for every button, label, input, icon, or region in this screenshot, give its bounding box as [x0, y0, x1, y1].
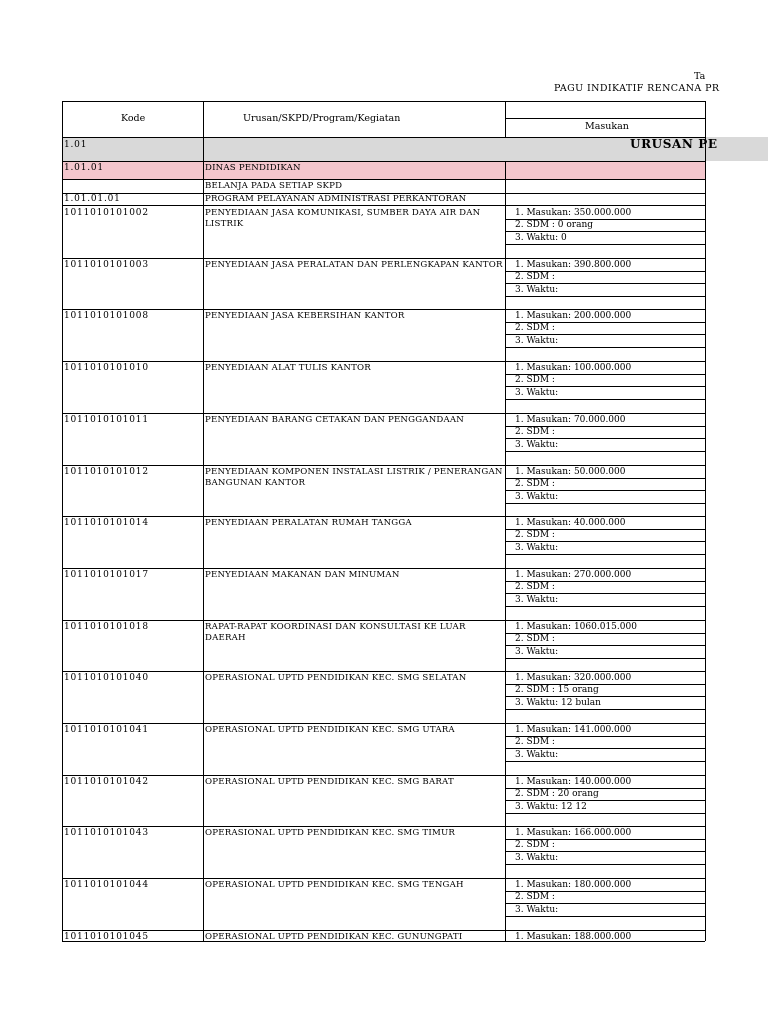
grid-line-sub-c-4 [505, 451, 705, 452]
row-masukan-4: 1. Masukan: 70.000.000 [515, 415, 626, 425]
grid-line-sub-b-5 [505, 490, 705, 491]
grid-line-row-13 [62, 878, 705, 879]
belanja-label: BELANJA PADA SETIAP SKPD [205, 181, 343, 191]
row-kegiatan-10: OPERASIONAL UPTD PENDIDIKAN KEC. SMG UTARA [205, 725, 455, 735]
grid-line-row-9 [62, 671, 705, 672]
grid-line-sub-c-2 [505, 347, 705, 348]
column-header-masukan: Masukan [585, 121, 629, 132]
row-kegiatan-9: OPERASIONAL UPTD PENDIDIKAN KEC. SMG SELATAN [205, 673, 467, 683]
row-masukan-9: 1. Masukan: 320.000.000 [515, 673, 632, 683]
row-kode-3: 1011010101010 [64, 363, 149, 373]
row-kode-13: 1011010101044 [64, 880, 149, 890]
grid-line-top [62, 101, 705, 102]
row-waktu-11: 3. Waktu: 12 12 [515, 802, 587, 812]
grid-line-right [705, 101, 706, 941]
row-waktu-2: 3. Waktu: [515, 336, 559, 346]
row-kegiatan-5: PENYEDIAAN KOMPONEN INSTALASI LISTRIK / PENERANGAN BANGUNAN KANTOR [205, 467, 503, 488]
grid-line-row-7 [62, 568, 705, 569]
grid-line-sub-b-12 [505, 851, 705, 852]
urusan-kode: 1.01 [64, 140, 88, 150]
grid-line-col2 [505, 161, 506, 941]
program-label: PROGRAM PELAYANAN ADMINISTRASI PERKANTORAN [205, 194, 467, 204]
program-kode: 1.01.01.01 [64, 194, 121, 204]
row-waktu-9: 3. Waktu: 12 bulan [515, 698, 601, 708]
row-sdm-5: 2. SDM : [515, 479, 555, 489]
row-kegiatan-8: RAPAT-RAPAT KOORDINASI DAN KONSULTASI KE LUAR DAERAH [205, 622, 466, 643]
grid-line-sub-c-12 [505, 864, 705, 865]
report-title-line-2: PAGU INDIKATIF RENCANA PR [554, 83, 720, 94]
row-kegiatan-2: PENYEDIAAN JASA KEBERSIHAN KANTOR [205, 311, 405, 321]
row-waktu-0: 3. Waktu: 0 [515, 233, 567, 243]
row-waktu-5: 3. Waktu: [515, 492, 559, 502]
grid-line-sub-c-6 [505, 554, 705, 555]
grid-line-row-14 [62, 930, 705, 931]
grid-line-sub-b-9 [505, 696, 705, 697]
grid-line-sub-b-7 [505, 593, 705, 594]
row-masukan-7: 1. Masukan: 270.000.000 [515, 570, 632, 580]
skpd-label: DINAS PENDIDIKAN [205, 163, 301, 173]
grid-line-header-bottom [62, 137, 705, 138]
grid-line-skpd-bottom [62, 179, 705, 180]
row-kegiatan-13: OPERASIONAL UPTD PENDIDIKAN KEC. SMG TENGAH [205, 880, 464, 890]
grid-line-row-10 [62, 723, 705, 724]
grid-line-sub-c-1 [505, 296, 705, 297]
row-masukan-11: 1. Masukan: 140.000.000 [515, 777, 632, 787]
row-kode-14: 1011010101045 [64, 932, 149, 942]
grid-line-sub-c-5 [505, 503, 705, 504]
row-waktu-10: 3. Waktu: [515, 750, 559, 760]
row-kegiatan-0: PENYEDIAAN JASA KOMUNIKASI, SUMBER DAYA AIR DAN LISTRIK [205, 208, 481, 229]
row-masukan-13: 1. Masukan: 180.000.000 [515, 880, 632, 890]
row-kegiatan-6: PENYEDIAAN PERALATAN RUMAH TANGGA [205, 518, 412, 528]
row-kode-8: 1011010101018 [64, 622, 149, 632]
row-sdm-11: 2. SDM : 20 orang [515, 789, 599, 799]
row-waktu-7: 3. Waktu: [515, 595, 559, 605]
row-masukan-14: 1. Masukan: 188.000.000 [515, 932, 632, 942]
row-kegiatan-14: OPERASIONAL UPTD PENDIDIKAN KEC. GUNUNGPATI [205, 932, 463, 942]
row-sdm-6: 2. SDM : [515, 530, 555, 540]
row-sdm-0: 2. SDM : 0 orang [515, 220, 594, 230]
grid-line-sub-c-11 [505, 813, 705, 814]
grid-line-sub-c-3 [505, 399, 705, 400]
grid-line-left [62, 101, 63, 941]
row-waktu-13: 3. Waktu: [515, 905, 559, 915]
grid-line-col1 [203, 101, 204, 941]
row-masukan-8: 1. Masukan: 1060.015.000 [515, 622, 637, 632]
row-waktu-4: 3. Waktu: [515, 440, 559, 450]
grid-line-row-3 [62, 361, 705, 362]
row-kode-6: 1011010101014 [64, 518, 149, 528]
row-kegiatan-1: PENYEDIAAN JASA PERALATAN DAN PERLENGKAPAN KANTOR [205, 260, 503, 270]
grid-line-row-12 [62, 826, 705, 827]
row-waktu-3: 3. Waktu: [515, 388, 559, 398]
column-header-urusan: Urusan/SKPD/Program/Kegiatan [243, 113, 401, 124]
row-masukan-0: 1. Masukan: 350.000.000 [515, 208, 632, 218]
row-masukan-12: 1. Masukan: 166.000.000 [515, 828, 632, 838]
grid-line-program-bottom [62, 205, 705, 206]
grid-line-row-2 [62, 309, 705, 310]
grid-line-sub-c-8 [505, 658, 705, 659]
grid-line-sub-c-0 [505, 244, 705, 245]
row-sdm-7: 2. SDM : [515, 582, 555, 592]
row-kode-2: 1011010101008 [64, 311, 149, 321]
grid-line-sub-c-9 [505, 709, 705, 710]
grid-line-sub-c-7 [505, 606, 705, 607]
row-kode-0: 1011010101002 [64, 208, 149, 218]
row-sdm-9: 2. SDM : 15 orang [515, 685, 599, 695]
column-header-kode: Kode [121, 113, 146, 124]
grid-line-sub-b-1 [505, 283, 705, 284]
grid-line-row-1 [62, 258, 705, 259]
row-kode-11: 1011010101042 [64, 777, 149, 787]
row-waktu-8: 3. Waktu: [515, 647, 559, 657]
row-kode-5: 1011010101012 [64, 467, 149, 477]
grid-line-sub-b-3 [505, 386, 705, 387]
row-waktu-12: 3. Waktu: [515, 853, 559, 863]
row-kode-9: 1011010101040 [64, 673, 149, 683]
grid-line-sub-b-13 [505, 903, 705, 904]
row-masukan-5: 1. Masukan: 50.000.000 [515, 467, 626, 477]
row-masukan-10: 1. Masukan: 141.000.000 [515, 725, 632, 735]
grid-line-sub-c-13 [505, 916, 705, 917]
grid-line-sub-b-10 [505, 748, 705, 749]
urusan-row-fill [62, 138, 705, 161]
grid-line-sub-b-6 [505, 541, 705, 542]
grid-line-row-5 [62, 465, 705, 466]
row-masukan-6: 1. Masukan: 40.000.000 [515, 518, 626, 528]
row-sdm-13: 2. SDM : [515, 892, 555, 902]
skpd-kode: 1.01.01 [64, 163, 104, 173]
row-sdm-8: 2. SDM : [515, 634, 555, 644]
row-sdm-2: 2. SDM : [515, 323, 555, 333]
grid-line-sub-b-11 [505, 800, 705, 801]
row-sdm-3: 2. SDM : [515, 375, 555, 385]
row-kode-7: 1011010101017 [64, 570, 149, 580]
grid-line-sub-b-2 [505, 334, 705, 335]
urusan-label: URUSAN PE [630, 139, 718, 150]
report-title-line-1: Ta [694, 71, 706, 82]
row-masukan-3: 1. Masukan: 100.000.000 [515, 363, 632, 373]
row-kegiatan-4: PENYEDIAAN BARANG CETAKAN DAN PENGGANDAAN [205, 415, 465, 425]
row-kode-10: 1011010101041 [64, 725, 149, 735]
row-waktu-1: 3. Waktu: [515, 285, 559, 295]
row-kode-4: 1011010101011 [64, 415, 149, 425]
grid-line-urusan-bottom [62, 161, 705, 162]
grid-line-row-4 [62, 413, 705, 414]
grid-line-sub-b-4 [505, 438, 705, 439]
row-waktu-6: 3. Waktu: [515, 543, 559, 553]
grid-line-sub-b-8 [505, 645, 705, 646]
grid-line-header-split [505, 118, 705, 119]
grid-line-row-6 [62, 516, 705, 517]
row-kegiatan-11: OPERASIONAL UPTD PENDIDIKAN KEC. SMG BARAT [205, 777, 454, 787]
row-masukan-2: 1. Masukan: 200.000.000 [515, 311, 632, 321]
grid-line-row-8 [62, 620, 705, 621]
row-sdm-4: 2. SDM : [515, 427, 555, 437]
row-kegiatan-12: OPERASIONAL UPTD PENDIDIKAN KEC. SMG TIMUR [205, 828, 456, 838]
grid-line-col2-header [505, 101, 506, 137]
grid-line-sub-b-0 [505, 231, 705, 232]
grid-line-row-11 [62, 775, 705, 776]
grid-line-sub-c-10 [505, 761, 705, 762]
row-sdm-12: 2. SDM : [515, 840, 555, 850]
row-sdm-1: 2. SDM : [515, 272, 555, 282]
row-masukan-1: 1. Masukan: 390.800.000 [515, 260, 632, 270]
row-sdm-10: 2. SDM : [515, 737, 555, 747]
row-kode-12: 1011010101043 [64, 828, 149, 838]
row-kode-1: 1011010101003 [64, 260, 149, 270]
row-kegiatan-3: PENYEDIAAN ALAT TULIS KANTOR [205, 363, 371, 373]
row-kegiatan-7: PENYEDIAAN MAKANAN DAN MINUMAN [205, 570, 400, 580]
